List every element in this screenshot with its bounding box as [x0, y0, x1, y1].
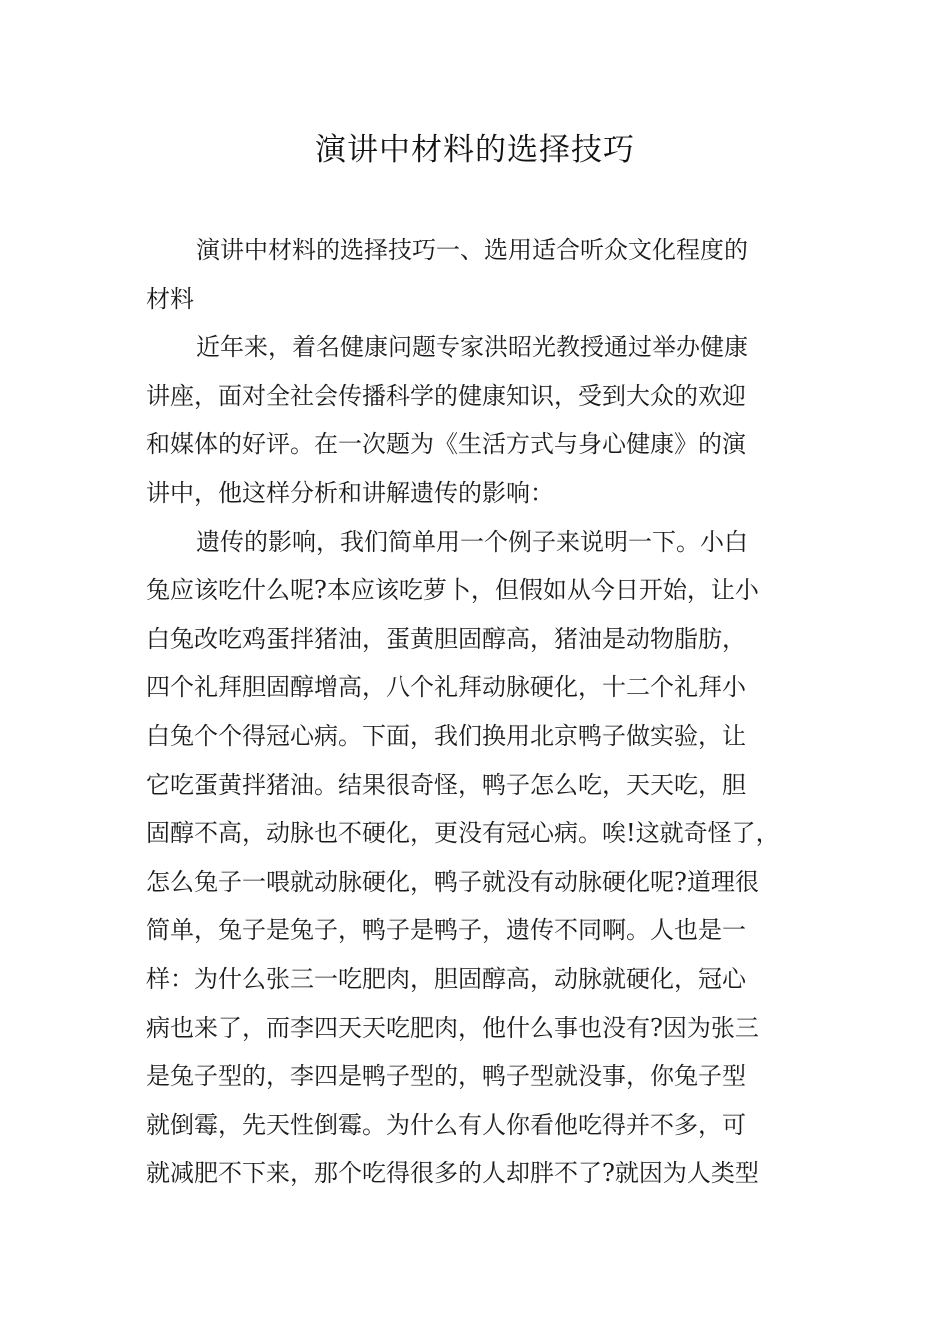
paragraph-line: 四个礼拜胆固醇增高，八个礼拜动脉硬化，十二个礼拜小 [146, 673, 746, 702]
paragraph-line: 近年来，着名健康问题专家洪昭光教授通过举办健康 [196, 333, 748, 362]
paragraph-line: 就减肥不下来，那个吃得很多的人却胖不了?就因为人类型 [146, 1159, 759, 1188]
paragraph-line: 固醇不高，动脉也不硬化，更没有冠心病。唉!这就奇怪了， [146, 819, 780, 848]
paragraph-line: 讲座，面对全社会传播科学的健康知识，受到大众的欢迎 [146, 381, 746, 410]
paragraph-line: 简单，兔子是兔子，鸭子是鸭子，遗传不同啊。人也是一 [146, 916, 746, 945]
paragraph-line: 是兔子型的，李四是鸭子型的，鸭子型就没事，你兔子型 [146, 1062, 746, 1091]
document-title: 演讲中材料的选择技巧 [315, 132, 635, 168]
document-body [146, 226, 810, 1198]
paragraph-line: 演讲中材料的选择技巧一、选用适合听众文化程度的 [196, 236, 748, 264]
paragraph-line: 材料 [146, 284, 194, 313]
paragraph-line: 就倒霉，先天性倒霉。为什么有人你看他吃得并不多，可 [146, 1110, 746, 1139]
paragraph-line: 遗传的影响，我们简单用一个例子来说明一下。小白 [196, 527, 748, 556]
paragraph-line: 它吃蛋黄拌猪油。结果很奇怪，鸭子怎么吃，天天吃，胆 [146, 770, 746, 799]
paragraph-line: 病也来了，而李四天天吃肥肉，他什么事也没有?因为张三 [146, 1013, 759, 1042]
paragraph-line: 样：为什么张三一吃肥肉，胆固醇高，动脉就硬化，冠心 [146, 964, 746, 993]
paragraph-line: 讲中，他这样分析和讲解遗传的影响： [146, 478, 554, 507]
paragraph-line: 和媒体的好评。在一次题为《生活方式与身心健康》的演 [146, 430, 746, 459]
paragraph-line: 怎么兔子一喂就动脉硬化，鸭子就没有动脉硬化呢?道理很 [146, 867, 759, 896]
paragraph-line: 白兔改吃鸡蛋拌猪油，蛋黄胆固醇高，猪油是动物脂肪， [146, 624, 746, 653]
paragraph-line: 兔应该吃什么呢?本应该吃萝卜，但假如从今日开始，让小 [146, 576, 759, 605]
paragraph-line: 白兔个个得冠心病。下面，我们换用北京鸭子做实验，让 [146, 721, 746, 750]
